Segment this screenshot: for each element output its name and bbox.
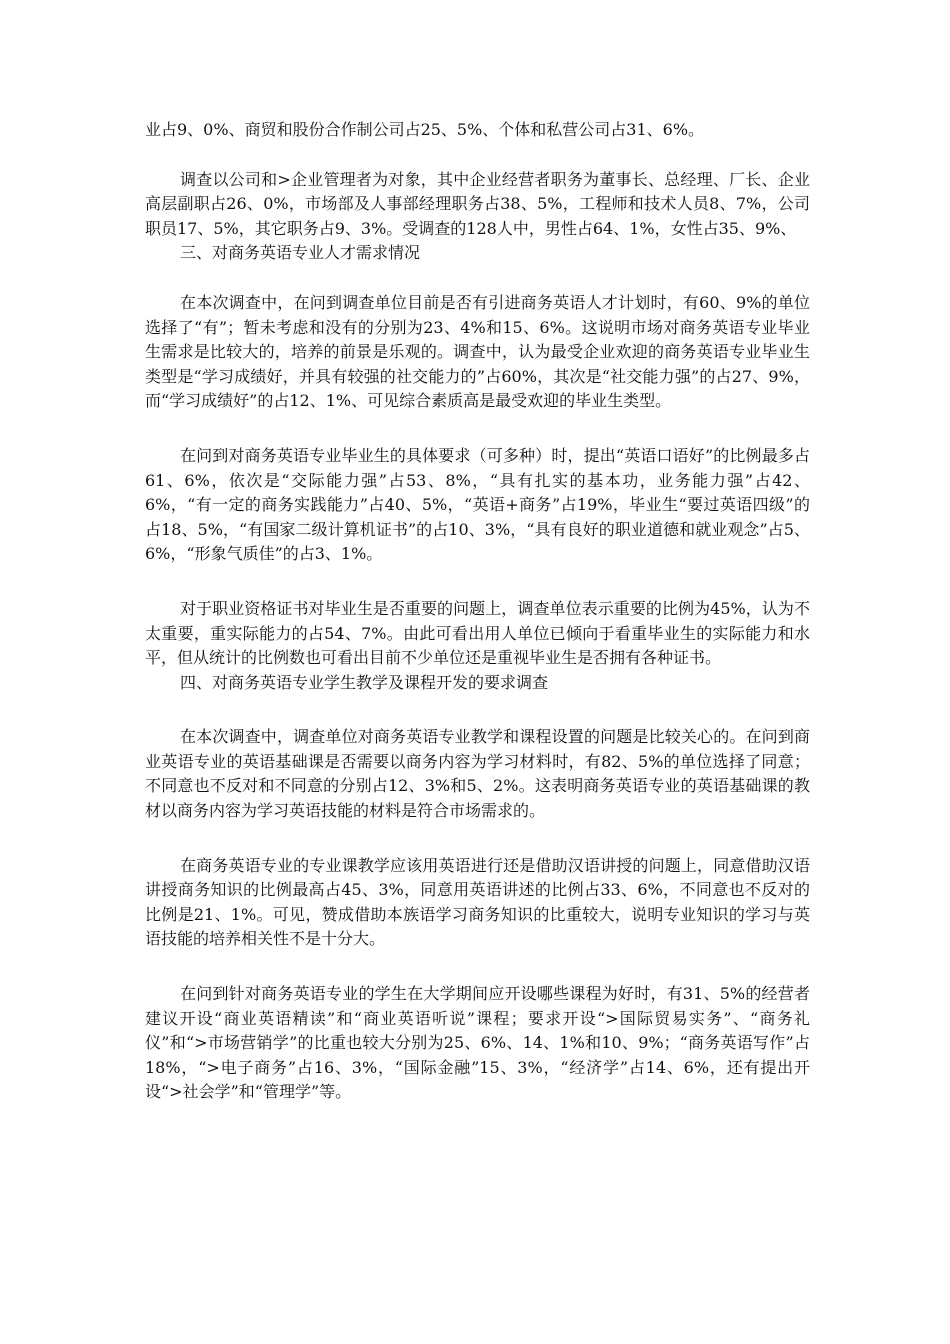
paragraph-certificates: 对于职业资格证书对毕业生是否重要的问题上，调查单位表示重要的比例为45%，认为不太重要，重实际能力的占54、7%。由此可看出用人单位已倾向于看重毕业生的实际能力和水平，但从统计的比例数也可看出目前不少单位还是重视毕业生是否拥有各种证书。 bbox=[145, 598, 810, 668]
paragraph-teaching-materials: 在本次调查中，调查单位对商务英语专业教学和课程设置的问题是比较关心的。在问到商业英语专业的英语基础课是否需要以商务内容为学习材料时，有82、5%的单位选择了同意；不同意也不反对和不同意的分别占12、3%和5、2%。这表明商务英语专业的英语基础课的教材以商务内容为学习英语技能的材料是符合市场需求的。 bbox=[145, 727, 810, 821]
paragraph-talent-demand: 在本次调查中，在问到调查单位目前是否有引进商务英语人才计划时，有60、9%的单位选择了“有”；暂未考虑和没有的分别为23、4%和15、6%。这说明市场对商务英语专业毕业生需求是比较大的，培养的前景是乐观的。调查中，认为最受企业欢迎的商务英语专业毕业生类型是“学习成绩好，并具有较强的社交能力的”占60%，其次是“社交能力强”的占27、9%，而“学习成绩好”的占12、1%、可见综合素质高是最受欢迎的毕业生类型。 bbox=[145, 292, 810, 411]
paragraph-respondent-profile: 调查以公司和>企业管理者为对象，其中企业经营者职务为董事长、总经理、厂长、企业高层副职占26、0%，市场部及人事部经理职务占38、5%，工程师和技术人员8、7%，公司职员17、5%，其它职务占9、3%。受调查的128人中，男性占64、1%，女性占35、9%、 bbox=[145, 169, 810, 238]
section-heading-4: 四、对商务英语专业学生教学及课程开发的要求调查 bbox=[180, 672, 549, 692]
paragraph-specific-requirements: 在问到对商务英语专业毕业生的具体要求（可多种）时，提出“英语口语好”的比例最多占61、6%，依次是“交际能力强”占53、8%，“具有扎实的基本功，业务能力强”占42、6%，“有一定的商务实践能力”占40、5%，“英语+商务”占19%，毕业生“要过英语四级”的占18、5%，“有国家二级计算机证书”的占10、3%，“具有良好的职业道德和就业观念”占5、6%，“形象气质佳”的占3、1%。 bbox=[145, 445, 810, 564]
document-body bbox=[145, 118, 810, 1105]
paragraph-course-suggestions: 在问到针对商务英语专业的学生在大学期间应开设哪些课程为好时，有31、5%的经营者建议开设“商业英语精读”和“商业英语听说”课程；要求开设“>国际贸易实务”、“商务礼仪”和“>市场营销学”的比重也较大分别为25、6%、14、1%和10、9%；“商务英语写作”占18%，“>电子商务”占16、3%，“国际金融”15、3%，“经济学”占14、6%，还有提出开设“>社会学”和“管理学”等。 bbox=[145, 984, 810, 1102]
paragraph-company-types-continued: 业占9、0%、商贸和股份合作制公司占25、5%、个体和私营公司占31、6%。 bbox=[145, 120, 705, 139]
section-heading-3: 三、对商务英语专业人才需求情况 bbox=[180, 243, 421, 263]
paragraph-teaching-language: 在商务英语专业的专业课教学应该用英语进行还是借助汉语讲授的问题上，同意借助汉语讲授商务知识的比例最高占45、3%，同意用英语讲述的比例占33、6%，不同意也不反对的比例是21、1%。可见，赞成借助本族语学习商务知识的比重较大，说明专业知识的学习与英语技能的培养相关性不是十分大。 bbox=[145, 855, 810, 949]
